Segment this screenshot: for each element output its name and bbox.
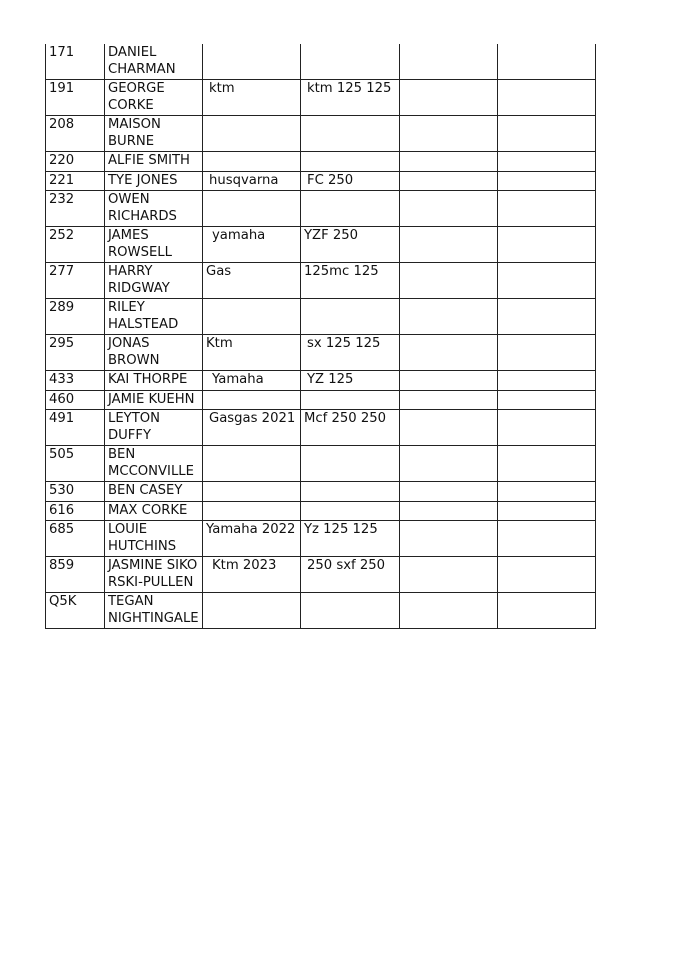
rider-name-cell: BEN CASEY [105, 482, 203, 502]
empty-cell [400, 116, 498, 152]
rider-number-cell: 208 [46, 116, 105, 152]
rider-name-cell: MAX CORKE [105, 501, 203, 521]
bike-make-cell [203, 501, 301, 521]
bike-model-cell [301, 191, 400, 227]
table-row [46, 263, 596, 299]
empty-cell [498, 335, 596, 371]
rider-number-cell: 505 [46, 446, 105, 482]
bike-make-cell: yamaha [203, 227, 301, 263]
empty-cell [498, 227, 596, 263]
bike-make-cell [203, 44, 301, 80]
rider-name-cell: JONAS BROWN [105, 335, 203, 371]
rider-number-cell: 252 [46, 227, 105, 263]
empty-cell [400, 446, 498, 482]
bike-make-cell: Ktm [203, 335, 301, 371]
empty-cell [400, 557, 498, 593]
bike-make-cell [203, 593, 301, 629]
bike-model-cell: Mcf 250 250 [301, 410, 400, 446]
table-row [46, 191, 596, 227]
rider-name-cell: JASMINE SIKO RSKI-PULLEN [105, 557, 203, 593]
empty-cell [498, 44, 596, 80]
empty-cell [400, 410, 498, 446]
bike-make-cell [203, 299, 301, 335]
table-row [46, 446, 596, 482]
bike-make-cell [203, 390, 301, 410]
table-row [46, 410, 596, 446]
rider-number-cell: 220 [46, 152, 105, 172]
rider-number-cell: 859 [46, 557, 105, 593]
table-row [46, 227, 596, 263]
bike-model-cell: sx 125 125 [301, 335, 400, 371]
rider-number-cell: 491 [46, 410, 105, 446]
bike-model-cell [301, 446, 400, 482]
entry-list-body [46, 44, 596, 629]
bike-model-cell [301, 44, 400, 80]
empty-cell [400, 593, 498, 629]
rider-number-cell: Q5K [46, 593, 105, 629]
bike-model-cell [301, 299, 400, 335]
bike-model-cell [301, 482, 400, 502]
empty-cell [400, 482, 498, 502]
bike-model-cell [301, 390, 400, 410]
empty-cell [498, 521, 596, 557]
table-row [46, 521, 596, 557]
table-row [46, 593, 596, 629]
empty-cell [498, 80, 596, 116]
empty-cell [498, 371, 596, 391]
empty-cell [498, 152, 596, 172]
empty-cell [400, 152, 498, 172]
rider-number-cell: 685 [46, 521, 105, 557]
rider-name-cell: GEORGE CORKE [105, 80, 203, 116]
table-row [46, 501, 596, 521]
empty-cell [400, 44, 498, 80]
rider-name-cell: HARRY RIDGWAY [105, 263, 203, 299]
empty-cell [498, 501, 596, 521]
rider-number-cell: 295 [46, 335, 105, 371]
bike-model-cell: ktm 125 125 [301, 80, 400, 116]
bike-make-cell [203, 152, 301, 172]
rider-name-cell: KAI THORPE [105, 371, 203, 391]
bike-make-cell: Gas [203, 263, 301, 299]
rider-name-cell: LEYTON DUFFY [105, 410, 203, 446]
empty-cell [400, 390, 498, 410]
rider-name-cell: JAMES ROWSELL [105, 227, 203, 263]
rider-number-cell: 191 [46, 80, 105, 116]
bike-make-cell: Yamaha [203, 371, 301, 391]
table-row [46, 80, 596, 116]
empty-cell [498, 446, 596, 482]
table-row [46, 152, 596, 172]
table-row [46, 390, 596, 410]
bike-model-cell: Yz 125 125 [301, 521, 400, 557]
bike-model-cell: 250 sxf 250 [301, 557, 400, 593]
empty-cell [498, 191, 596, 227]
rider-number-cell: 171 [46, 44, 105, 80]
bike-make-cell: Ktm 2023 [203, 557, 301, 593]
empty-cell [498, 410, 596, 446]
rider-name-cell: TEGAN NIGHTINGALE [105, 593, 203, 629]
table-row [46, 335, 596, 371]
bike-make-cell [203, 191, 301, 227]
rider-number-cell: 221 [46, 171, 105, 191]
table-row [46, 482, 596, 502]
bike-model-cell: 125mc 125 [301, 263, 400, 299]
bike-model-cell: YZ 125 [301, 371, 400, 391]
rider-number-cell: 232 [46, 191, 105, 227]
rider-number-cell: 289 [46, 299, 105, 335]
bike-make-cell: ktm [203, 80, 301, 116]
bike-model-cell [301, 593, 400, 629]
table-row [46, 371, 596, 391]
rider-name-cell: ALFIE SMITH [105, 152, 203, 172]
empty-cell [400, 171, 498, 191]
rider-number-cell: 433 [46, 371, 105, 391]
table-row [46, 116, 596, 152]
rider-name-cell: DANIEL CHARMAN [105, 44, 203, 80]
bike-model-cell [301, 152, 400, 172]
empty-cell [400, 227, 498, 263]
empty-cell [400, 501, 498, 521]
rider-name-cell: OWEN RICHARDS [105, 191, 203, 227]
empty-cell [498, 299, 596, 335]
rider-name-cell: BEN MCCONVILLE [105, 446, 203, 482]
empty-cell [400, 299, 498, 335]
bike-make-cell: husqvarna [203, 171, 301, 191]
entry-list-table [45, 44, 596, 629]
empty-cell [400, 521, 498, 557]
rider-name-cell: MAISON BURNE [105, 116, 203, 152]
rider-number-cell: 460 [46, 390, 105, 410]
rider-name-cell: JAMIE KUEHN [105, 390, 203, 410]
empty-cell [498, 390, 596, 410]
empty-cell [400, 371, 498, 391]
bike-model-cell: YZF 250 [301, 227, 400, 263]
bike-model-cell [301, 116, 400, 152]
rider-name-cell: RILEY HALSTEAD [105, 299, 203, 335]
rider-number-cell: 530 [46, 482, 105, 502]
empty-cell [498, 482, 596, 502]
empty-cell [498, 116, 596, 152]
table-row [46, 171, 596, 191]
empty-cell [400, 335, 498, 371]
table-row [46, 557, 596, 593]
bike-model-cell [301, 501, 400, 521]
empty-cell [400, 191, 498, 227]
bike-make-cell: Yamaha 2022 [203, 521, 301, 557]
bike-make-cell [203, 116, 301, 152]
empty-cell [400, 263, 498, 299]
bike-make-cell [203, 446, 301, 482]
table-row [46, 299, 596, 335]
bike-make-cell: Gasgas 2021 [203, 410, 301, 446]
empty-cell [498, 263, 596, 299]
bike-make-cell [203, 482, 301, 502]
table-row [46, 44, 596, 80]
bike-model-cell: FC 250 [301, 171, 400, 191]
empty-cell [498, 171, 596, 191]
rider-name-cell: LOUIE HUTCHINS [105, 521, 203, 557]
rider-number-cell: 616 [46, 501, 105, 521]
rider-name-cell: TYE JONES [105, 171, 203, 191]
empty-cell [400, 80, 498, 116]
empty-cell [498, 557, 596, 593]
empty-cell [498, 593, 596, 629]
rider-number-cell: 277 [46, 263, 105, 299]
